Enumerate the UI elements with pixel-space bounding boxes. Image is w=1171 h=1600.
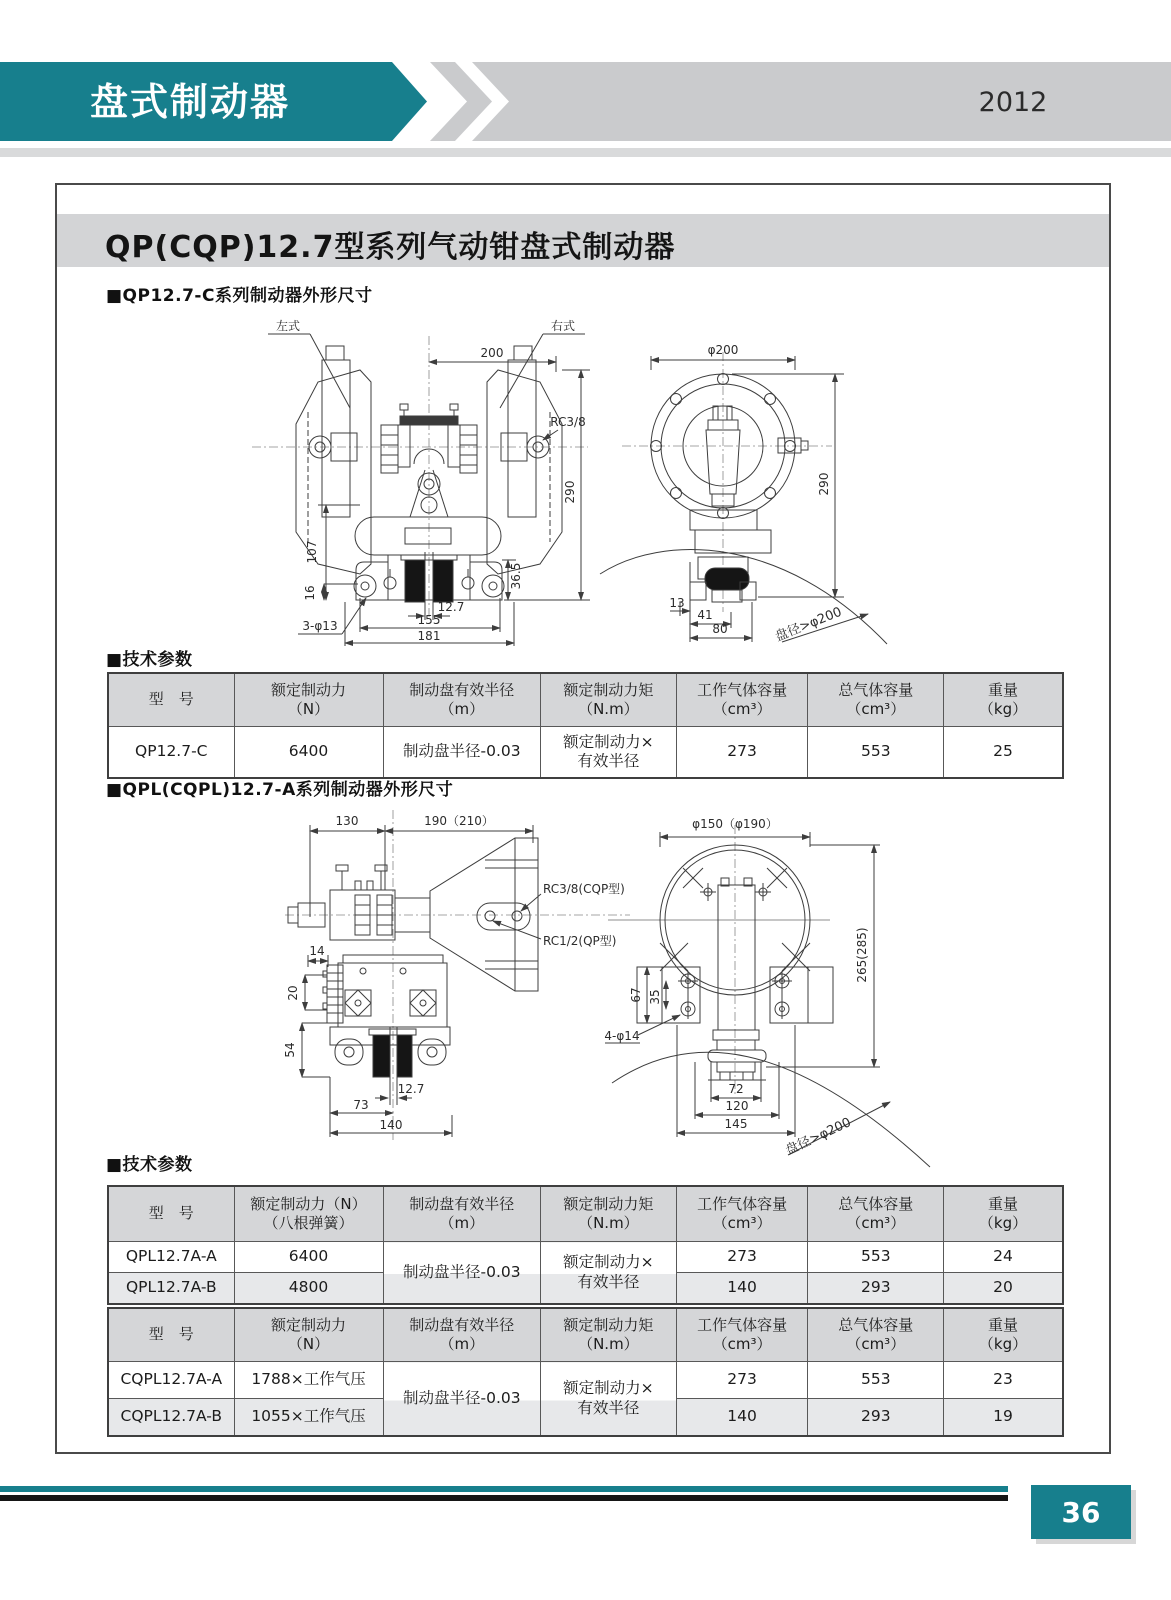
page-title-bar xyxy=(57,214,1109,267)
header-underline xyxy=(0,148,1171,157)
dim-13: 13 xyxy=(669,596,685,610)
year-label: 2012 xyxy=(978,87,1048,118)
cell-force: 6400 xyxy=(234,727,383,779)
cell-torque-merged: 额定制动力× 有效半径 xyxy=(541,1242,677,1305)
cell-weight: 23 xyxy=(944,1362,1063,1399)
page-title: QP(CQP)12.7型系列气动钳盘式制动器 xyxy=(105,230,676,265)
cell-total-volume: 293 xyxy=(808,1273,944,1305)
footer-black-rule xyxy=(0,1495,1008,1501)
qp-disc-geometry xyxy=(600,352,887,644)
cell-working-volume: 273 xyxy=(676,727,808,779)
col-radius: 制动盘有效半径 （m） xyxy=(383,1308,541,1362)
qpl-side-geometry xyxy=(285,810,630,1140)
cell-torque-merged: 额定制动力× 有效半径 xyxy=(541,1362,677,1437)
dim-290: 290 xyxy=(563,480,577,504)
cell-total-volume: 553 xyxy=(808,1362,944,1399)
col-model: 型 号 xyxy=(108,673,234,727)
dim-155: 155 xyxy=(417,613,441,627)
col-total-volume: 总气体容量 （cm³） xyxy=(808,1186,944,1242)
dim-290: 290 xyxy=(817,472,831,496)
col-weight: 重量 （kg） xyxy=(944,673,1063,727)
dim-181: 181 xyxy=(417,629,441,643)
disc-diameter-note: 盘径>φ200 xyxy=(783,1115,854,1159)
dim-rc38-cqp: RC3/8(CQP型) xyxy=(543,882,625,896)
col-weight: 重量 （kg） xyxy=(944,1186,1063,1242)
banner-chevron-icon xyxy=(430,62,492,141)
dim-phi150-190: φ150（φ190） xyxy=(692,817,778,831)
cell-model: QPL12.7A-B xyxy=(108,1273,234,1305)
table-row xyxy=(108,727,1063,779)
cell-torque: 额定制动力× 有效半径 xyxy=(541,727,677,779)
col-force: 额定制动力 （N） xyxy=(234,1308,383,1362)
cell-radius-merged: 制动盘半径-0.03 xyxy=(383,1242,541,1305)
dim-rc38: RC3/8 xyxy=(550,415,586,429)
cell-radius: 制动盘半径-0.03 xyxy=(383,727,541,779)
qp-spec-table xyxy=(107,672,1064,779)
cell-weight: 20 xyxy=(944,1273,1063,1305)
col-torque: 额定制动力矩 （N.m） xyxy=(541,1186,677,1242)
cell-force: 1055×工作气压 xyxy=(234,1399,383,1437)
dim-265-285: 265(285) xyxy=(855,927,869,983)
cell-model: CQPL12.7A-A xyxy=(108,1362,234,1399)
cell-working-volume: 273 xyxy=(676,1242,808,1273)
dim-41: 41 xyxy=(697,608,713,622)
banner-title: 盘式制动器 xyxy=(90,80,291,124)
qpl-front-view-drawing xyxy=(600,795,935,1170)
col-total-volume: 总气体容量 （cm³） xyxy=(808,1308,944,1362)
col-torque: 额定制动力矩 （N.m） xyxy=(541,673,677,727)
dim-200: 200 xyxy=(480,346,504,360)
table-header-row xyxy=(108,1186,1063,1242)
cell-weight: 25 xyxy=(944,727,1063,779)
dim-20: 20 xyxy=(286,985,300,1001)
table-header-row xyxy=(108,1308,1063,1362)
qp-front-view-drawing xyxy=(238,312,598,648)
page-number: 36 xyxy=(1061,1495,1101,1529)
cqpl-spec-table xyxy=(107,1307,1064,1437)
dim-12-7: 12.7 xyxy=(437,600,465,614)
dim-holes-4phi14: 4-φ14 xyxy=(604,1029,640,1043)
dim-130: 130 xyxy=(335,814,359,828)
tech-params-heading-1: ■技术参数 xyxy=(106,650,193,670)
table-header-row xyxy=(108,673,1063,727)
cell-weight: 24 xyxy=(944,1242,1063,1273)
dim-140: 140 xyxy=(379,1118,403,1132)
cell-total-volume: 553 xyxy=(808,727,944,779)
dim-190-210: 190（210） xyxy=(424,814,494,828)
cell-model: QP12.7-C xyxy=(108,727,234,779)
dim-16: 16 xyxy=(303,585,317,601)
col-model: 型 号 xyxy=(108,1308,234,1362)
col-radius: 制动盘有效半径 （m） xyxy=(383,673,541,727)
dim-145: 145 xyxy=(724,1117,748,1131)
banner-gray-bar xyxy=(472,62,1171,141)
cell-total-volume: 293 xyxy=(808,1399,944,1437)
page-number-badge xyxy=(1031,1485,1131,1539)
section-heading-qp: ■QP12.7-C系列制动器外形尺寸 xyxy=(106,286,373,306)
header-banner xyxy=(0,62,1171,141)
cell-force: 1788×工作气压 xyxy=(234,1362,383,1399)
cell-weight: 19 xyxy=(944,1399,1063,1437)
dim-holes-3phi13: 3-φ13 xyxy=(302,619,338,633)
col-force: 额定制动力 （N） xyxy=(234,673,383,727)
dim-120: 120 xyxy=(725,1099,749,1113)
qpl-spec-table xyxy=(107,1185,1064,1305)
dim-14: 14 xyxy=(309,944,325,958)
qp-disc-view-drawing xyxy=(592,312,922,652)
cell-working-volume: 140 xyxy=(676,1399,808,1437)
cell-working-volume: 273 xyxy=(676,1362,808,1399)
dim-107: 107 xyxy=(305,540,319,564)
col-weight: 重量 （kg） xyxy=(944,1308,1063,1362)
dim-rc12-qp: RC1/2(QP型) xyxy=(543,934,617,948)
col-working-volume: 工作气体容量 （cm³） xyxy=(676,1186,808,1242)
cell-radius-merged: 制动盘半径-0.03 xyxy=(383,1362,541,1437)
cell-model: CQPL12.7A-B xyxy=(108,1399,234,1437)
col-force: 额定制动力（N） （八根弹簧） xyxy=(234,1186,383,1242)
cell-working-volume: 140 xyxy=(676,1273,808,1305)
dim-phi200: φ200 xyxy=(707,343,739,357)
col-torque: 额定制动力矩 （N.m） xyxy=(541,1308,677,1362)
dim-73: 73 xyxy=(353,1098,369,1112)
col-radius: 制动盘有效半径 （m） xyxy=(383,1186,541,1242)
disc-diameter-note: 盘径>φ200 xyxy=(773,604,845,645)
col-model: 型 号 xyxy=(108,1186,234,1242)
dim-80: 80 xyxy=(712,622,728,636)
dim-67: 67 xyxy=(629,987,643,1003)
table-row xyxy=(108,1242,1063,1273)
dim-35: 35 xyxy=(648,989,662,1005)
col-working-volume: 工作气体容量 （cm³） xyxy=(676,1308,808,1362)
type-right-label: 右式 xyxy=(550,319,576,333)
cell-total-volume: 553 xyxy=(808,1242,944,1273)
dim-54: 54 xyxy=(283,1042,297,1058)
footer-teal-rule xyxy=(0,1486,1008,1492)
cell-force: 4800 xyxy=(234,1273,383,1305)
qpl-side-view-drawing xyxy=(285,805,635,1150)
cell-model: QPL12.7A-A xyxy=(108,1242,234,1273)
cell-force: 6400 xyxy=(234,1242,383,1273)
dim-12-7: 12.7 xyxy=(397,1082,425,1096)
type-left-label: 左式 xyxy=(275,319,301,333)
col-total-volume: 总气体容量 （cm³） xyxy=(808,673,944,727)
tech-params-heading-2: ■技术参数 xyxy=(106,1155,193,1175)
table-row xyxy=(108,1362,1063,1399)
dim-72: 72 xyxy=(728,1082,744,1096)
dim-36-5: 36.5 xyxy=(509,562,523,590)
section-heading-qpl: ■QPL(CQPL)12.7-A系列制动器外形尺寸 xyxy=(106,780,454,800)
col-working-volume: 工作气体容量 （cm³） xyxy=(676,673,808,727)
